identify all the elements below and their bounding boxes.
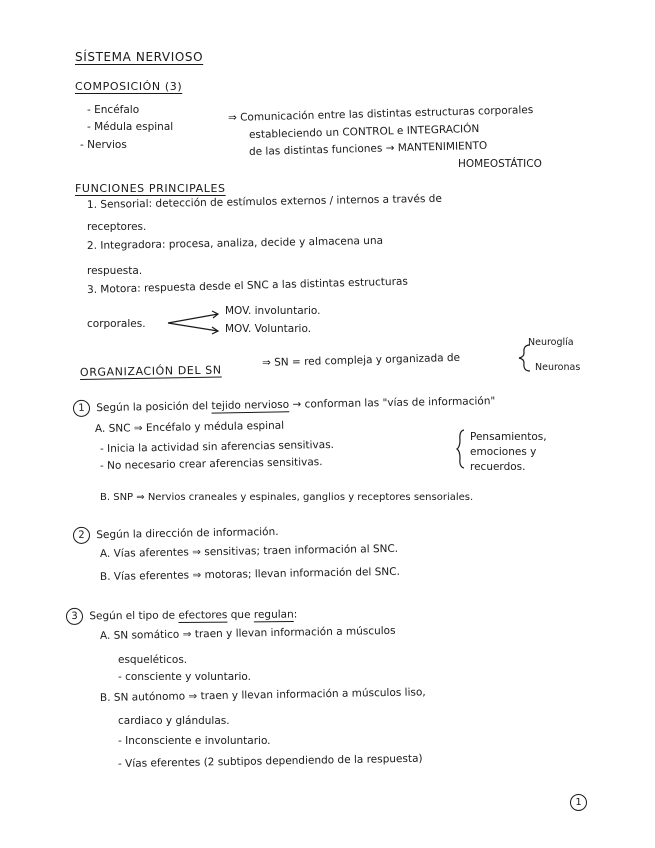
section-3-mid: que xyxy=(230,608,251,622)
section-2-title: Según la dirección de información. xyxy=(96,525,279,542)
section-1-side-2: emociones y xyxy=(470,446,537,458)
section-3-heading xyxy=(66,606,297,625)
mov-involuntario: MOV. involuntario. xyxy=(225,305,321,317)
section-3-number: 3 xyxy=(66,608,83,625)
section-3-b-line1: B. SN autónomo ⇒ traen y llevan información a músculos liso, xyxy=(99,686,426,704)
composition-result-2: estableciendo un CONTROL e INTEGRACIÓN xyxy=(248,122,480,141)
section-3-pre: Según el tipo de xyxy=(89,609,176,623)
page-number: 1 xyxy=(570,794,587,811)
section-2-b: B. Vías eferentes ⇒ motoras; llevan información del SNC. xyxy=(99,565,401,583)
composition-item-encefalo: - Encéfalo xyxy=(87,104,140,116)
function-sensorial-line2: receptores. xyxy=(87,221,147,233)
section-1-a: A. SNC ⇒ Encéfalo y médula espinal xyxy=(94,419,285,435)
function-integradora-line2: respuesta. xyxy=(87,265,143,277)
function-sensorial-line1: 1. Sensorial: detección de estímulos externos / internos a través de xyxy=(86,192,442,211)
composition-result-4: HOMEOSTÁTICO xyxy=(458,158,542,170)
composition-result-3: de las distintas funciones → MANTENIMIENTO xyxy=(248,139,488,158)
section-1-b: B. SNP ⇒ Nervios craneales y espinales, ganglios y receptores sensoriales. xyxy=(100,492,474,503)
section-3-underlined-1: efectores xyxy=(178,609,228,622)
section-1-a-dash2: - No necesario crear aferencias sensitivas. xyxy=(99,456,323,472)
organization-definition: ⇒ SN = red compleja y organizada de xyxy=(261,351,461,369)
mov-voluntario: MOV. Voluntario. xyxy=(225,323,312,335)
motora-split-arrows xyxy=(168,305,228,335)
section-1-side-3: recuerdos. xyxy=(470,461,526,473)
function-motora-line1: 3. Motora: respuesta desde el SNC a las distintas estructuras xyxy=(86,275,409,296)
composition-heading: COMPOSICIÓN (3) xyxy=(75,80,183,93)
section-3-b-line4: - Vías eferentes (2 subtipos dependiendo de la respuesta) xyxy=(117,752,423,770)
section-3-a-line2: esqueléticos. xyxy=(118,654,188,666)
composition-result-1: ⇒ Comunicación entre las distintas estructuras corporales xyxy=(227,104,534,124)
section-3-post: : xyxy=(293,608,298,621)
section-1-heading xyxy=(73,393,496,417)
section-1-brace xyxy=(456,428,470,470)
section-1-underlined: tejido nervioso xyxy=(211,398,290,413)
page-title: SÍSTEMA NERVIOSO xyxy=(75,50,204,64)
section-1-side-1: Pensamientos, xyxy=(470,431,547,443)
composition-item-medula: - Médula espinal xyxy=(87,121,174,133)
section-3-b-line2: cardiaco y glándulas. xyxy=(118,715,230,727)
organization-heading: ORGANIZACIÓN DEL SN xyxy=(79,363,222,379)
section-3-b-line3: - Inconsciente e involuntario. xyxy=(118,735,271,747)
section-2-number: 2 xyxy=(73,527,90,544)
section-1-pre: Según la posición del xyxy=(96,400,209,415)
section-3-a-line3: - consciente y voluntario. xyxy=(118,671,251,683)
brace-neuronas: Neuronas xyxy=(535,362,581,373)
section-2-a: A. Vías aferentes ⇒ sensitivas; traen información al SNC. xyxy=(99,542,399,560)
section-3-underlined-2: regulan xyxy=(253,608,294,621)
section-2-heading xyxy=(73,523,279,544)
section-3-a-line1: A. SN somático ⇒ traen y llevan información a músculos xyxy=(99,624,396,642)
function-integradora-line1: 2. Integradora: procesa, analiza, decide y almacena una xyxy=(86,234,384,252)
section-1-a-dash1: - Inicia la actividad sin aferencias sensitivas. xyxy=(99,438,335,455)
functions-heading: FUNCIONES PRINCIPALES xyxy=(75,182,226,195)
brace-neuroglia: Neuroglía xyxy=(528,337,574,348)
page-number-wrap xyxy=(570,794,590,811)
section-1-number: 1 xyxy=(73,400,90,417)
section-1-post: → conforman las "vías de información" xyxy=(292,395,496,411)
function-motora-line2: corporales. xyxy=(87,318,146,330)
composition-item-nervios: - Nervios xyxy=(80,139,127,151)
